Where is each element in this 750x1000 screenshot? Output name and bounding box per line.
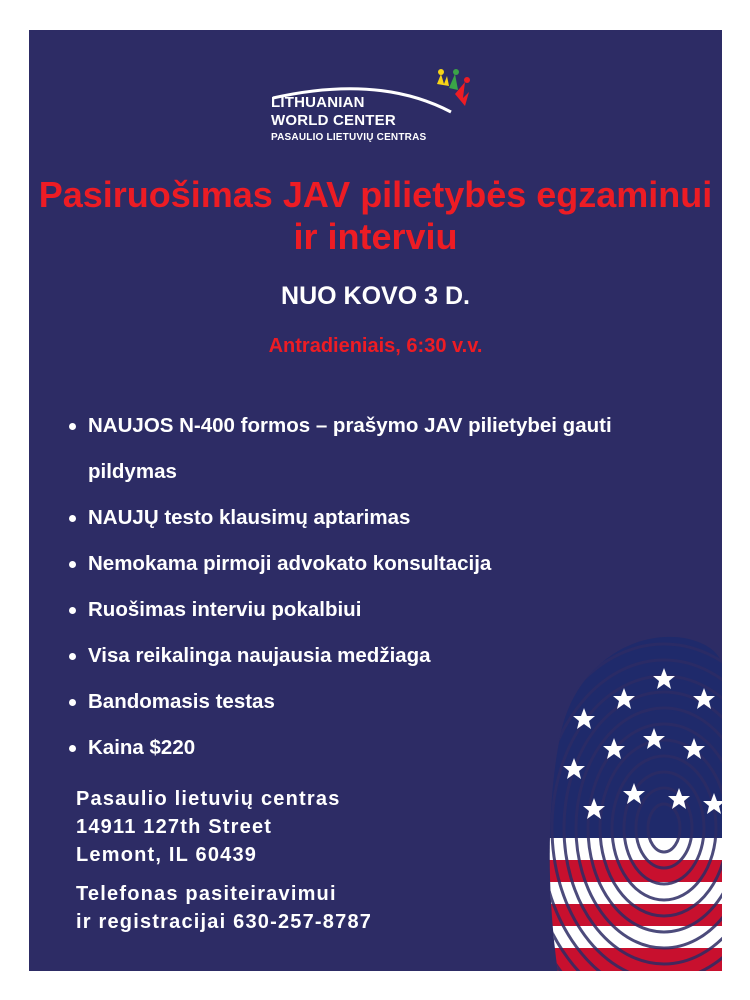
list-item (67, 587, 687, 633)
schedule: Antradieniais, 6:30 v.v. (268, 335, 483, 357)
list-item-text: Bandomasis testas (88, 690, 275, 713)
address-city: Lemont, IL 60439 (76, 844, 258, 866)
phone-line-1: Telefonas pasiteiravimui (76, 883, 337, 905)
bullet-icon (69, 515, 76, 522)
organization-logo (269, 66, 489, 156)
poster-title: Pasiruošimas JAV pilietybės egzaminui ir interviu (38, 174, 713, 257)
list-item-text: Nemokama pirmoji advokato konsultacija (88, 552, 492, 575)
logo-line-3: PASAULIO LIETUVIŲ CENTRAS (271, 132, 427, 143)
address-block (76, 785, 341, 869)
logo-line-2: WORLD CENTER (271, 112, 396, 129)
address-street: 14911 127th Street (76, 816, 273, 838)
bullet-icon (69, 423, 76, 430)
list-item (67, 403, 687, 495)
address-name: Pasaulio lietuvių centras (76, 788, 341, 810)
bullet-icon (69, 607, 76, 614)
list-item (67, 541, 687, 587)
logo-line-1: LITHUANIAN (271, 94, 365, 111)
start-date: NUO KOVO 3 D. (281, 282, 470, 310)
logo-figures-icon (437, 69, 470, 106)
list-item-text: Kaina $220 (88, 736, 196, 759)
bullet-icon (69, 699, 76, 706)
phone-line-2: ir registracijai 630-257-8787 (76, 911, 373, 933)
list-item-text: NAUJŲ testo klausimų aptarimas (88, 506, 411, 529)
bullet-icon (69, 561, 76, 568)
phone-block (76, 880, 372, 936)
list-item (67, 495, 687, 541)
bullet-icon (69, 653, 76, 660)
list-item-text: Ruošimas interviu pokalbiui (88, 598, 362, 621)
bullet-icon (69, 745, 76, 752)
poster (29, 30, 722, 971)
list-item-text: Visa reikalinga naujausia medžiaga (88, 644, 431, 667)
list-item-text: NAUJOS N-400 formos – prašymo JAV pilietybei gauti pildymas (88, 414, 612, 483)
american-flag-fingerprint-icon (544, 628, 722, 971)
